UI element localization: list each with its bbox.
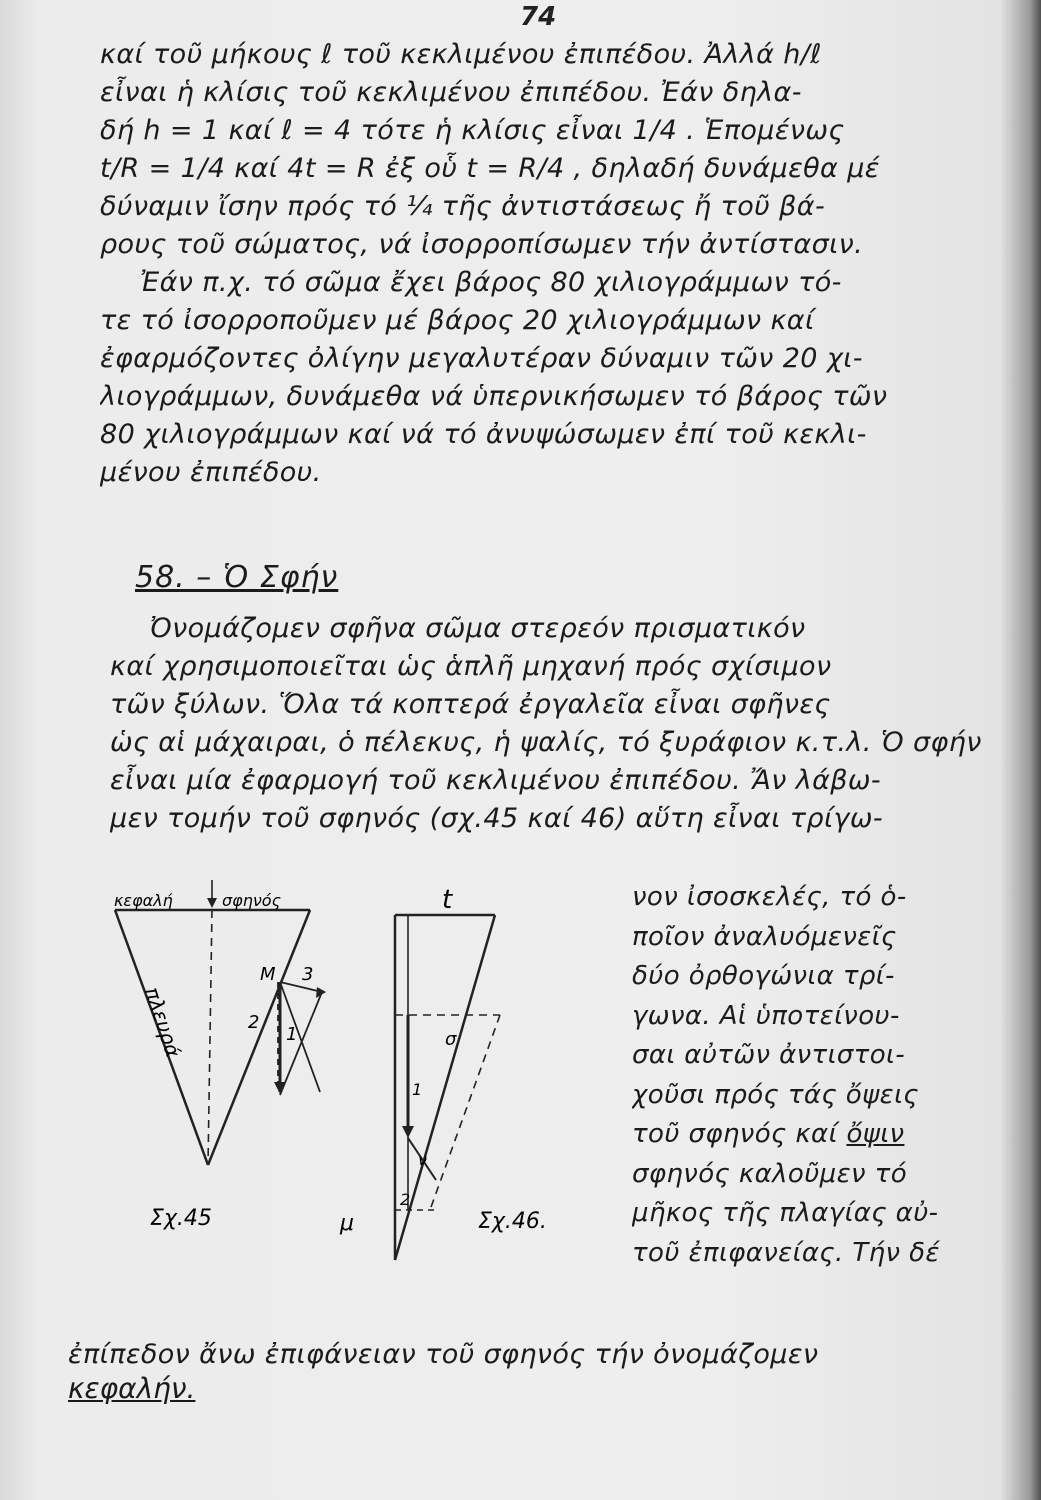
fig46-dashed-diagonal xyxy=(430,1015,500,1210)
right-column-text xyxy=(632,878,962,1273)
fig45-head-arrowhead xyxy=(207,898,217,908)
text-line: σφηνός καλοῦμεν τό xyxy=(632,1158,908,1189)
text-line: δή h = 1 καί ℓ = 4 τότε ἡ κλίσις εἶναι 1/4 . Ἑπομένως xyxy=(100,115,845,146)
text-line: ποῖον ἀναλυόμενεῖς xyxy=(632,921,897,952)
fig46-sigma-label: σ xyxy=(445,1029,457,1050)
text-line: σαι αὐτῶν ἀντιστοι- xyxy=(632,1040,906,1070)
text-line: χοῦσι πρός τάς ὄψεις xyxy=(632,1079,919,1110)
text-line: καί τοῦ μήκους ℓ τοῦ κεκλιμένου ἐπιπέδου. Ἀλλά h/ℓ xyxy=(100,39,822,70)
text-line: Ὀνομάζομεν σφῆνα σῶμα στερεόν πρισματικόν xyxy=(150,613,806,644)
text-line: 80 χιλιογράμμων καί νά τό ἀνυψώσωμεν ἐπί τοῦ κεκλι- xyxy=(100,419,867,450)
wedge-figures xyxy=(100,880,580,1280)
text-line xyxy=(632,1115,962,1155)
fig45-1-label: 1 xyxy=(286,1024,298,1045)
fig45-axis xyxy=(208,910,212,1165)
text-line: τε τό ἰσορροποῦμεν μέ βάρος 20 χιλιογράμμων καί xyxy=(100,305,815,336)
text-line: γωνα. Αἱ ὑποτείνου- xyxy=(632,1000,900,1031)
text-line: δύο ὀρθογώνια τρί- xyxy=(632,961,895,991)
fig45-caption: Σχ.45 xyxy=(150,1206,212,1231)
text-line: τοῦ ἐπιφανείας. Τήν δέ xyxy=(632,1237,940,1268)
text-line: μῆκος τῆς πλαγίας αὐ- xyxy=(632,1198,939,1228)
fig45-2-label: 2 xyxy=(248,1012,260,1033)
fig45-side-label: πλευρά xyxy=(140,984,186,1061)
figure-45 xyxy=(115,880,326,1165)
text-line: νον ἰσοσκελές, τό ὁ- xyxy=(632,882,907,912)
fig46-caption: Σχ.46. xyxy=(478,1209,547,1234)
text-line: μεν τομήν τοῦ σφηνός (σχ.45 καί 46) αὕτη εἶναι τρίγω- xyxy=(110,803,884,834)
bottom-text xyxy=(68,1336,998,1374)
text-line: ἐπίπεδον ἄνω ἐπιφάνειαν τοῦ σφηνός τήν ὀνομάζομεν xyxy=(68,1339,819,1370)
fig46-1-label: 1 xyxy=(412,1080,423,1099)
fig46-mu-label: μ xyxy=(340,1211,354,1236)
paragraph-wedge xyxy=(110,610,1010,838)
text-line: λιογράμμων, δυνάμεθα νά ὑπερνικήσωμεν τό βάρος τῶν xyxy=(100,381,888,412)
fig45-vector-3 xyxy=(280,982,322,992)
fig46-2-label: 2 xyxy=(400,1190,411,1209)
text-segment: τοῦ σφηνός καί xyxy=(632,1119,838,1149)
text-line: Ἐάν π.χ. τό σῶμα ἔχει βάρος 80 χιλιογράμμων τό- xyxy=(140,267,842,298)
text-line: εἶναι ἡ κλίσις τοῦ κεκλιμένου ἐπιπέδου. Ἐάν δηλα- xyxy=(100,77,802,108)
page-number: 74 xyxy=(520,2,557,32)
fig46-t-label: t xyxy=(442,885,453,915)
fig46-nu-label: ν xyxy=(418,1150,427,1169)
final-word: κεφαλήν. xyxy=(68,1372,196,1405)
text-line: καί χρησιμοποιεῖται ὡς ἁπλῆ μηχανή πρός σχίσιμον xyxy=(110,651,832,682)
fig45-head-label: κεφαλή xyxy=(114,891,173,910)
text-line: μένου ἐπιπέδου. xyxy=(100,457,322,488)
fig45-3-label: 3 xyxy=(302,964,314,985)
underlined-term: ὄψιν xyxy=(846,1119,905,1149)
paragraph-inclined-plane xyxy=(100,36,1005,492)
text-line: t/R = 1/4 καί 4t = R ἐξ οὗ t = R/4 , δηλαδή δυνάμεθα μέ xyxy=(100,153,880,184)
section-heading: 58. – Ὁ Σφήν xyxy=(135,560,339,595)
fig46-arrowhead xyxy=(402,1126,414,1138)
text-line: ἐφαρμόζοντες ὀλίγην μεγαλυτέραν δύναμιν τῶν 20 χι- xyxy=(100,343,863,374)
text-line: δύναμιν ἴσην πρός τό ¼ τῆς ἀντιστάσεως ἤ τοῦ βά- xyxy=(100,191,826,222)
fig45-M-label: Μ xyxy=(260,964,276,985)
fig45-arrowhead xyxy=(274,1082,286,1094)
fig45-wedge-label: σφηνός xyxy=(222,891,281,910)
text-line: τῶν ξύλων. Ὅλα τά κοπτερά ἐργαλεῖα εἶναι σφῆνες xyxy=(110,689,831,720)
text-line: ρους τοῦ σώματος, νά ἰσορροπίσωμεν τήν ἀντίστασιν. xyxy=(100,229,864,260)
text-line: εἶναι μία ἐφαρμογή τοῦ κεκλιμένου ἐπιπέδου. Ἄν λάβω- xyxy=(110,765,882,796)
text-line: ὡς αἱ μάχαιραι, ὁ πέλεκυς, ἡ ψαλίς, τό ξυράφιον κ.τ.λ. Ὁ σφήν xyxy=(110,727,982,758)
